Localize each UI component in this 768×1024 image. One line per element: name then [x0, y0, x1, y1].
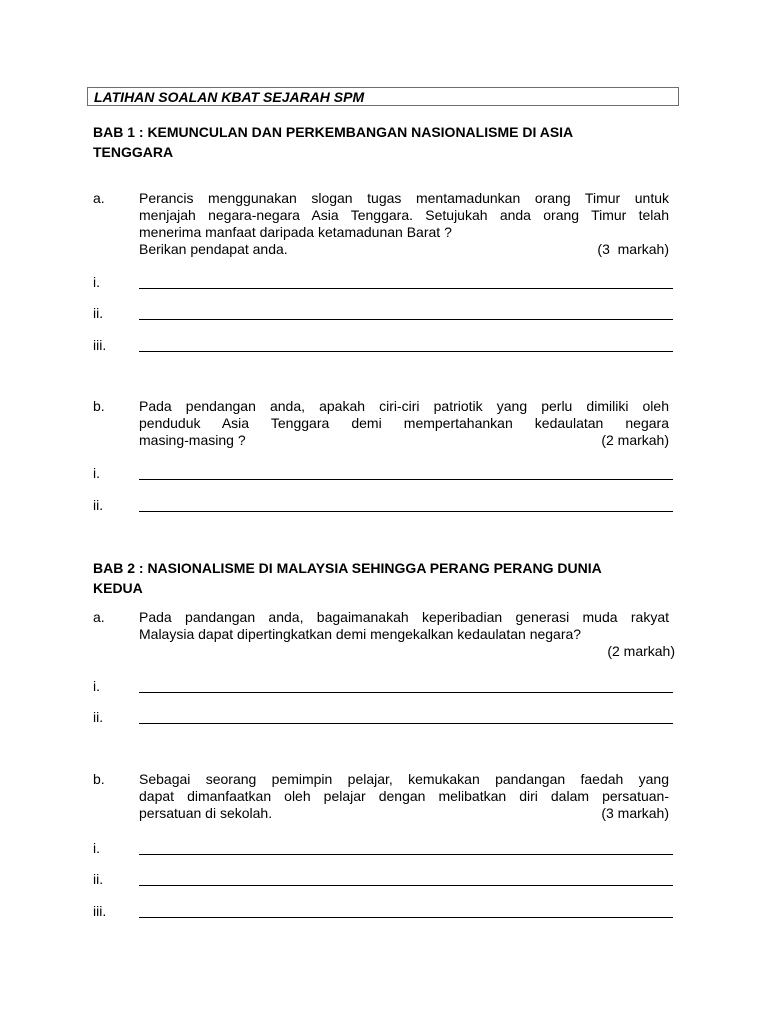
answer-line[interactable] [93, 273, 673, 291]
document-title: LATIHAN SOALAN KBAT SEJARAH SPM [87, 87, 679, 106]
answer-line[interactable] [93, 304, 673, 322]
question-letter: b. [93, 398, 105, 414]
question-letter: a. [93, 190, 105, 206]
section-heading-line: BAB 1 : KEMUNCULAN DAN PERKEMBANGAN NASIONALISME DI ASIA [93, 124, 574, 140]
answer-blank[interactable] [139, 479, 673, 480]
question-letter: a. [93, 609, 105, 625]
section-heading-line: TENGGARA [93, 144, 174, 160]
question-text [139, 190, 669, 258]
section-heading-line: KEDUA [93, 580, 143, 596]
answer-number: i. [93, 465, 100, 481]
answer-blank[interactable] [139, 288, 673, 289]
answer-blank[interactable] [139, 319, 673, 320]
answer-line[interactable] [93, 839, 673, 857]
answer-number: ii. [93, 709, 104, 725]
answer-number: ii. [93, 305, 104, 321]
marks-label: (2 markah) [607, 643, 675, 659]
question-bab1-b [93, 398, 673, 449]
answer-number: ii. [93, 871, 104, 887]
question-line: Sebagai seorang pemimpin pelajar, kemukakan pandangan faedah yang [139, 771, 669, 787]
answer-line[interactable] [93, 870, 673, 888]
answer-line[interactable] [93, 336, 673, 354]
question-line: menjajah negara-negara Asia Tenggara. Setujukah anda orang Timur telah [139, 207, 669, 223]
question-line: masing-masing ? [139, 432, 246, 448]
question-bab1-a [93, 190, 673, 258]
question-text [139, 398, 669, 449]
answer-line[interactable] [93, 496, 673, 514]
answer-number: i. [93, 274, 100, 290]
answer-line[interactable] [93, 464, 673, 482]
question-bab2-a [93, 609, 673, 660]
question-line: Pada pendangan anda, apakah ciri-ciri patriotik yang perlu dimiliki oleh [139, 398, 669, 414]
question-text [139, 609, 675, 660]
answer-line[interactable] [93, 677, 673, 695]
section-heading-bab-2 [93, 558, 653, 598]
answer-number: i. [93, 840, 100, 856]
answer-number: iii. [93, 337, 107, 353]
answer-blank[interactable] [139, 917, 673, 918]
question-line: Pada pandangan anda, bagaimanakah keperibadian generasi muda rakyat [139, 609, 669, 625]
answer-number: iii. [93, 903, 107, 919]
question-line: menerima manfaat daripada ketamadunan Barat ? [139, 224, 452, 240]
question-line: Perancis menggunakan slogan tugas mentamadunkan orang Timur untuk [139, 190, 669, 206]
answer-blank[interactable] [139, 511, 673, 512]
answer-blank[interactable] [139, 351, 673, 352]
answer-number: i. [93, 678, 100, 694]
question-line: Berikan pendapat anda. [139, 241, 288, 257]
answer-blank[interactable] [139, 854, 673, 855]
section-heading-bab-1 [93, 122, 653, 162]
question-letter: b. [93, 771, 105, 787]
marks-label: (3 markah) [597, 241, 669, 257]
marks-label: (3 markah) [601, 805, 669, 821]
answer-blank[interactable] [139, 885, 673, 886]
question-line: dapat dimanfaatkan oleh pelajar dengan melibatkan diri dalam persatuan- [139, 788, 669, 804]
answer-blank[interactable] [139, 723, 673, 724]
marks-label: (2 markah) [601, 432, 669, 448]
answer-line[interactable] [93, 708, 673, 726]
answer-line[interactable] [93, 902, 673, 920]
question-line: persatuan di sekolah. [139, 805, 273, 821]
answer-number: ii. [93, 497, 104, 513]
question-bab2-b [93, 771, 673, 822]
question-line: Malaysia dapat dipertingkatkan demi mengekalkan kedaulatan negara? [139, 626, 582, 642]
question-line: penduduk Asia Tenggara demi mempertahankan kedaulatan negara [139, 415, 669, 431]
question-text [139, 771, 669, 822]
answer-blank[interactable] [139, 692, 673, 693]
section-heading-line: BAB 2 : NASIONALISME DI MALAYSIA SEHINGGA PERANG PERANG DUNIA [93, 560, 602, 576]
